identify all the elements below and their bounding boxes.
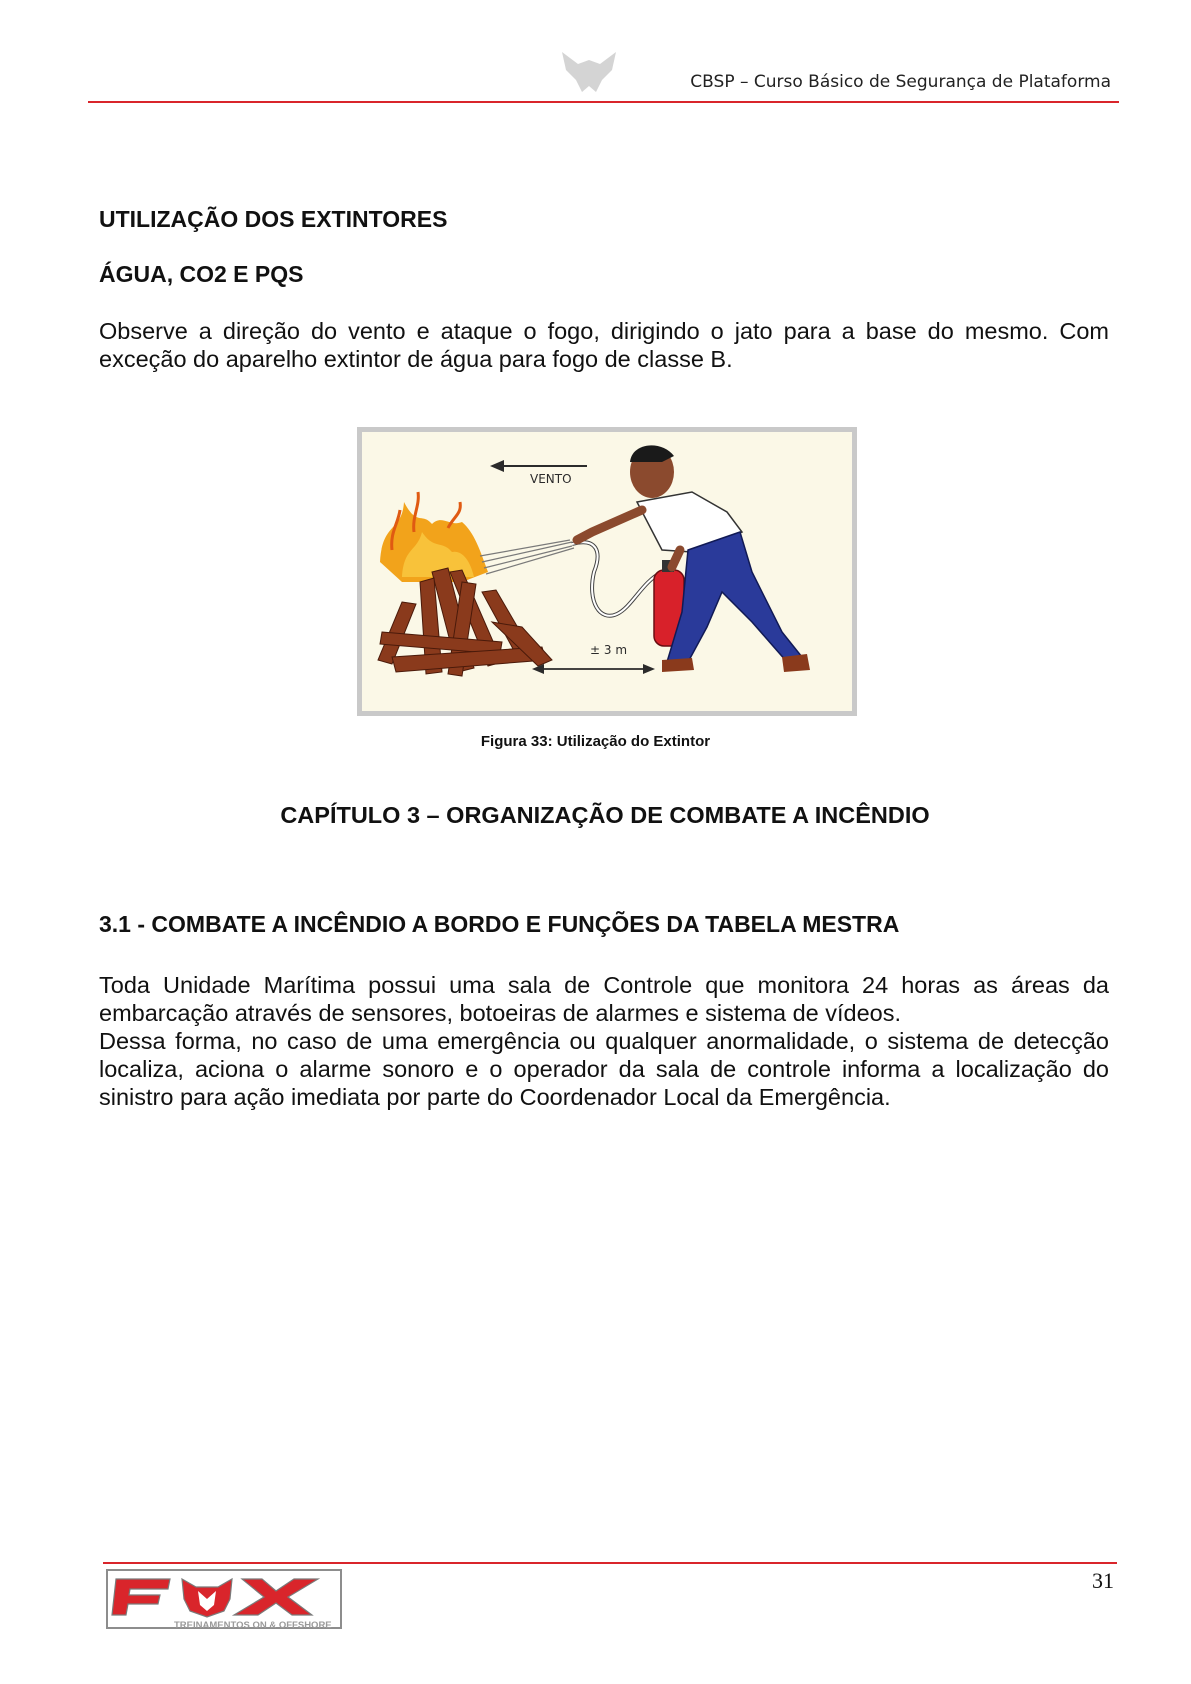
hose-icon <box>572 542 662 616</box>
subsection-title: ÁGUA, CO2 E PQS <box>99 261 304 287</box>
header-divider <box>88 101 1119 103</box>
footer-logo-tagline: TREINAMENTOS ON & OFFSHORE <box>174 1620 332 1631</box>
fire-icon <box>380 492 488 582</box>
footer-divider <box>103 1562 1117 1564</box>
section-title: UTILIZAÇÃO DOS EXTINTORES <box>99 206 448 232</box>
distance-label: ± 3 m <box>590 643 628 657</box>
illustration-svg <box>362 432 852 711</box>
subchapter-title: 3.1 - COMBATE A INCÊNDIO A BORDO E FUNÇÕES DA TABELA MESTRA <box>99 911 900 937</box>
intro-paragraph-text: Observe a direção do vento e ataque o fogo, dirigindo o jato para a base do mesmo. Com exceção do aparelho extintor de água para fogo de classe B. <box>99 318 1109 372</box>
wind-arrow-icon <box>490 460 587 472</box>
firefighter-figure-icon <box>577 445 810 672</box>
paragraph-emergency: Dessa forma, no caso de uma emergência ou qualquer anormalidade, o sistema de detecção localiza, aciona o alarme sonoro e o operador da sala de controle informa a localização do sinistro para ação imediata por parte do Coordenador Local da Emergência. <box>99 1028 1109 1110</box>
figure-extinguisher-usage <box>357 427 857 716</box>
extinguisher-spray-icon <box>480 540 574 574</box>
figure-caption: Figura 33: Utilização do Extintor <box>480 733 711 750</box>
chapter-title: CAPÍTULO 3 – ORGANIZAÇÃO DE COMBATE A INCÊNDIO <box>280 802 930 828</box>
page-number: 31 <box>1092 1568 1114 1593</box>
intro-paragraph <box>99 317 1109 373</box>
header-fox-logo-icon <box>556 48 622 96</box>
firewood-pile-icon <box>378 568 552 676</box>
paragraph-control-room: Toda Unidade Marítima possui uma sala de Controle que monitora 24 horas as áreas da embarcação através de sensores, botoeiras de alarmes e sistema de vídeos. <box>99 972 1109 1026</box>
distance-arrow-icon <box>532 664 655 674</box>
wind-label: VENTO <box>530 472 572 486</box>
header-title: CBSP – Curso Básico de Segurança de Plataforma <box>690 72 1111 92</box>
body-paragraphs <box>99 971 1109 1111</box>
figure-illustration <box>362 432 852 711</box>
